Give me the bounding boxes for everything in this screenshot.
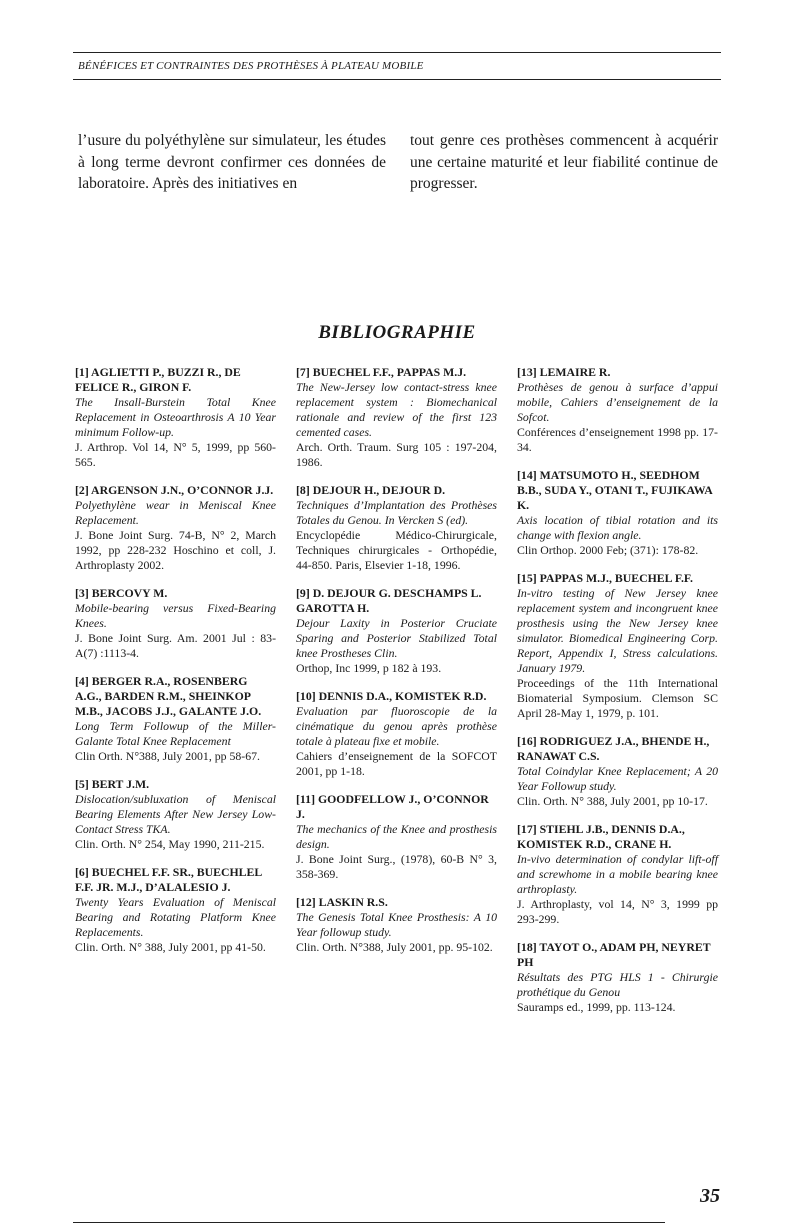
reference-entry xyxy=(517,734,718,809)
footer-rule xyxy=(73,1222,665,1223)
reference-entry xyxy=(517,822,718,927)
reference-authors: [2] ARGENSON J.N., O’CONNOR J.J. xyxy=(75,483,274,497)
intro-paragraph-right: tout genre ces prothèses commencent à acquérir une certaine maturité et leur fiabilité continue de progresser. xyxy=(410,132,718,192)
reference-entry xyxy=(75,365,276,470)
reference-title: Résultats des PTG HLS 1 - Chirurgie prothétique du Genou xyxy=(517,970,718,999)
reference-source: Orthop, Inc 1999, p 182 à 193. xyxy=(296,661,442,675)
reference-source: Sauramps ed., 1999, pp. 113-124. xyxy=(517,1000,676,1014)
reference-title: Evaluation par fluoroscopie de la cinématique du genou après prothèse totale à plateau fixe et mobile. xyxy=(296,704,497,748)
reference-title: Polyethylène wear in Meniscal Knee Replacement. xyxy=(75,498,276,527)
reference-entry xyxy=(75,865,276,955)
reference-authors: [12] LASKIN R.S. xyxy=(296,895,388,909)
reference-entry xyxy=(296,365,497,470)
reference-source: J. Bone Joint Surg., (1978), 60-B N° 3, 358-369. xyxy=(296,852,497,881)
page-number: 35 xyxy=(700,1185,720,1207)
reference-authors: [7] BUECHEL F.F., PAPPAS M.J. xyxy=(296,365,467,379)
reference-title: In-vivo determination of condylar lift-off and screwhome in a mobile bearing knee arthroplasty. xyxy=(517,852,718,896)
reference-authors: [13] LEMAIRE R. xyxy=(517,365,611,379)
reference-authors: [18] TAYOT O., ADAM PH, NEYRET PH xyxy=(517,940,711,969)
reference-authors: [10] DENNIS D.A., KOMISTEK R.D. xyxy=(296,689,487,703)
reference-authors: [11] GOODFELLOW J., O’CONNOR J. xyxy=(296,792,489,821)
running-head: BÉNÉFICES ET CONTRAINTES DES PROTHÈSES À PLATEAU MOBILE xyxy=(78,60,424,72)
reference-source: J. Bone Joint Surg. Am. 2001 Jul : 83-A(7) :1113-4. xyxy=(75,631,276,660)
reference-entry xyxy=(296,689,497,779)
reference-title: Mobile-bearing versus Fixed-Bearing Knees. xyxy=(75,601,276,630)
bibliography-column-1 xyxy=(75,365,276,968)
reference-authors: [5] BERT J.M. xyxy=(75,777,150,791)
reference-source: J. Arthrop. Vol 14, N° 5, 1999, pp 560-565. xyxy=(75,440,276,469)
reference-entry xyxy=(75,674,276,764)
reference-entry xyxy=(517,365,718,455)
reference-title: Long Term Followup of the Miller-Galante Total Knee Replacement xyxy=(75,719,276,748)
reference-entry xyxy=(296,483,497,573)
reference-source: Clin Orthop. 2000 Feb; (371): 178-82. xyxy=(517,543,699,557)
reference-authors: [8] DEJOUR H., DEJOUR D. xyxy=(296,483,446,497)
reference-source: Conférences d’enseignement 1998 pp. 17-34. xyxy=(517,425,718,454)
reference-source: Clin. Orth. N° 388, July 2001, pp 41-50. xyxy=(75,940,266,954)
reference-source: Clin Orth. N°388, July 2001, pp 58-67. xyxy=(75,749,260,763)
reference-title: Prothèses de genou à surface d’appui mobile, Cahiers d’enseignement de la Sofcot. xyxy=(517,380,718,424)
reference-source: Clin. Orth. N° 388, July 2001, pp 10-17. xyxy=(517,794,708,808)
reference-entry xyxy=(517,468,718,558)
reference-entry xyxy=(517,940,718,1015)
reference-authors: [1] AGLIETTI P., BUZZI R., DE FELICE R., GIRON F. xyxy=(75,365,241,394)
header-rule-bottom xyxy=(73,79,721,80)
reference-authors: [15] PAPPAS M.J., BUECHEL F.F. xyxy=(517,571,693,585)
reference-source: Arch. Orth. Traum. Surg 105 : 197-204, 1986. xyxy=(296,440,497,469)
reference-source: Clin. Orth. N°388, July 2001, pp. 95-102. xyxy=(296,940,493,954)
reference-authors: [4] BERGER R.A., ROSENBERG A.G., BARDEN R.M., SHEINKOP M.B., JACOBS J.J., GALANTE J.O. xyxy=(75,674,262,718)
reference-authors: [17] STIEHL J.B., DENNIS D.A., KOMISTEK R.D., CRANE H. xyxy=(517,822,685,851)
header-rule-top xyxy=(73,52,721,53)
reference-title: In-vitro testing of New Jersey knee replacement system and incongruent knee prosthesis using the New Jersey knee simulator. Biomedical Engineering Corp. Report, Appendix I, Stress calculations. January 1979. xyxy=(517,586,718,675)
reference-authors: [16] RODRIGUEZ J.A., BHENDE H., RANAWAT C.S. xyxy=(517,734,710,763)
reference-entry xyxy=(75,483,276,573)
reference-title: Techniques d’Implantation des Prothèses Totales du Genou. In Vercken S (ed). xyxy=(296,498,497,527)
bibliography-column-2 xyxy=(296,365,497,968)
reference-source: Encyclopédie Médico-Chirurgicale, Techniques chirurgicales - Orthopédie, 44-850. Paris, Elsevier 1-18, 1996. xyxy=(296,528,497,572)
reference-entry xyxy=(75,777,276,852)
reference-title: The mechanics of the Knee and prosthesis design. xyxy=(296,822,497,851)
reference-title: Twenty Years Evaluation of Meniscal Bearing and Rotating Platform Knee Replacements. xyxy=(75,895,276,939)
intro-paragraph-left: l’usure du polyéthylène sur simulateur, les études à long terme devront confirmer ces données de laboratoire. Après des initiatives en xyxy=(78,132,386,192)
reference-title: Axis location of tibial rotation and its change with flexion angle. xyxy=(517,513,718,542)
reference-title: Dejour Laxity in Posterior Cruciate Sparing and Posterior Stabilized Total knee Prostheses Clin. xyxy=(296,616,497,660)
reference-entry xyxy=(296,586,497,676)
section-title: BIBLIOGRAPHIE xyxy=(318,322,476,343)
reference-entry xyxy=(296,895,497,955)
reference-title: The Insall-Burstein Total Knee Replacement in Osteoarthrosis A 10 Year minimum Follow-up. xyxy=(75,395,276,439)
reference-title: Total Coindylar Knee Replacement; A 20 Year Followup study. xyxy=(517,764,718,793)
bibliography-column-3 xyxy=(517,365,718,1028)
reference-title: The New-Jersey low contact-stress knee replacement system : Biomechanical rationale and review of the first 123 cemented cases. xyxy=(296,380,497,439)
reference-entry xyxy=(75,586,276,661)
reference-entry xyxy=(517,571,718,721)
reference-source: J. Arthroplasty, vol 14, N° 3, 1999 pp 293-299. xyxy=(517,897,718,926)
reference-authors: [3] BERCOVY M. xyxy=(75,586,168,600)
reference-title: The Genesis Total Knee Prosthesis: A 10 Year followup study. xyxy=(296,910,497,939)
reference-source: Cahiers d’enseignement de la SOFCOT 2001, pp 1-18. xyxy=(296,749,497,778)
reference-authors: [9] D. DEJOUR G. DESCHAMPS L. GAROTTA H. xyxy=(296,586,482,615)
reference-authors: [14] MATSUMOTO H., SEEDHOM B.B., SUDA Y., OTANI T., FUJIKAWA K. xyxy=(517,468,713,512)
reference-authors: [6] BUECHEL F.F. SR., BUECHLEL F.F. JR. M.J., D’ALALESIO J. xyxy=(75,865,262,894)
reference-source: J. Bone Joint Surg. 74-B, N° 2, March 1992, pp 228-232 Hoschino et coll, J. Arthroplasty 2002. xyxy=(75,528,276,572)
reference-source: Proceedings of the 11th International Biomaterial Symposium. Clemson SC April 28-May 1, 1979, p. 101. xyxy=(517,676,718,720)
reference-entry xyxy=(296,792,497,882)
reference-source: Clin. Orth. N° 254, May 1990, 211-215. xyxy=(75,837,265,851)
reference-title: Dislocation/subluxation of Meniscal Bearing Elements After New Jersey Low-Contact Stress TKA. xyxy=(75,792,276,836)
